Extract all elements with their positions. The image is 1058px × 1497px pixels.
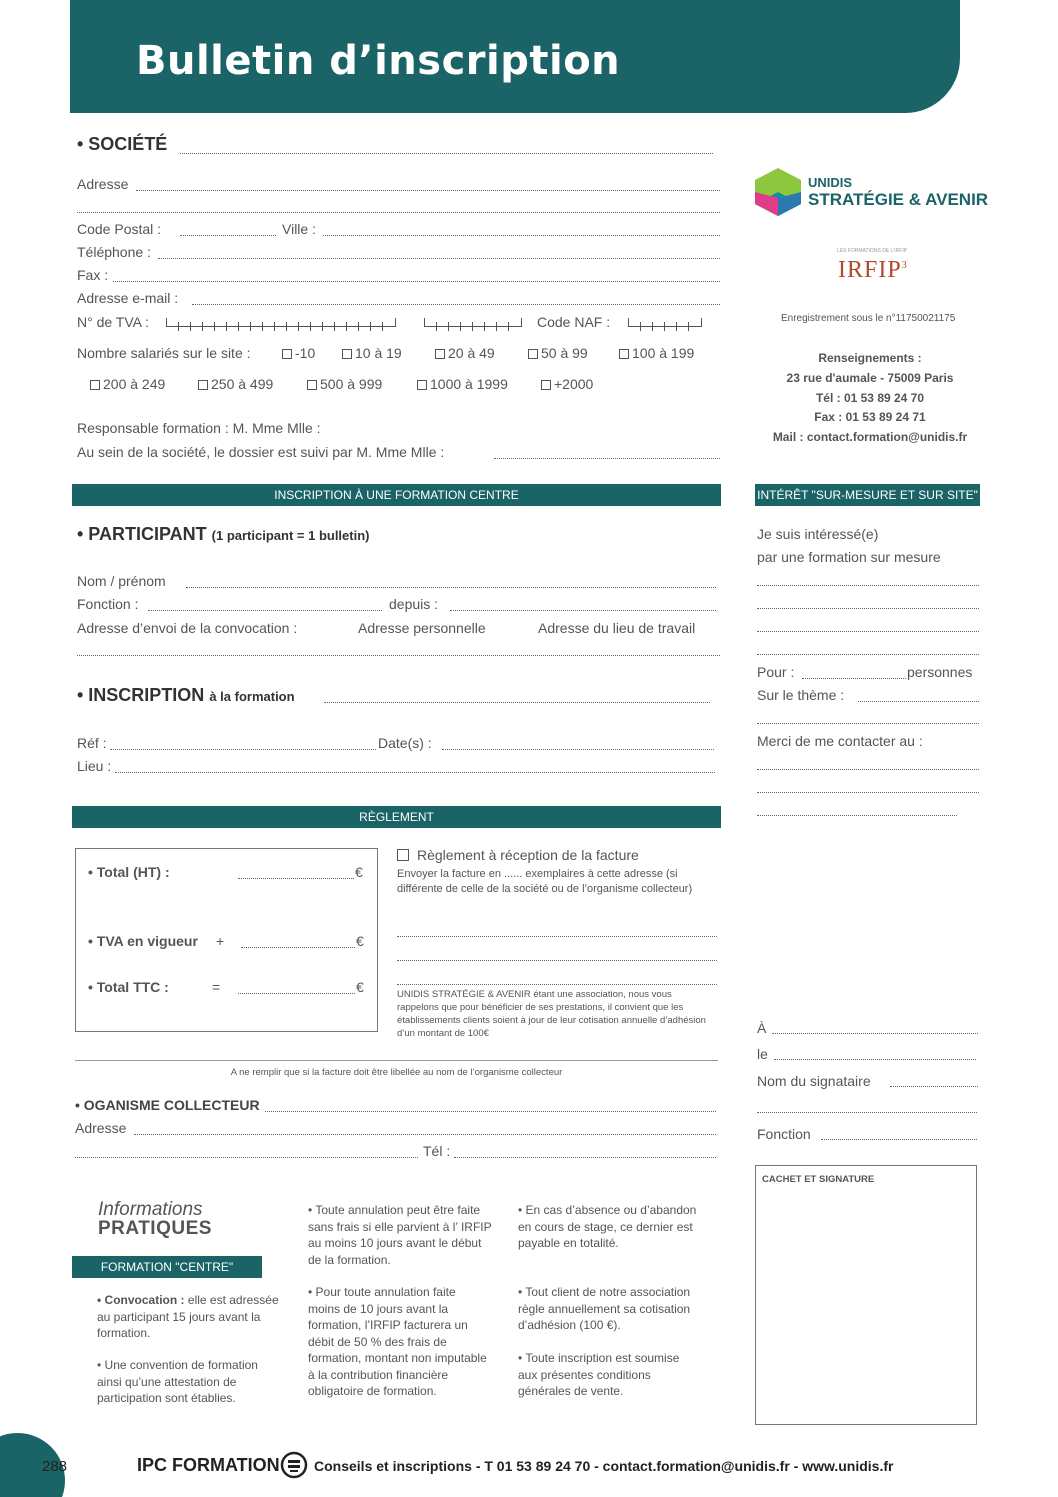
adresse-field[interactable] — [136, 190, 720, 191]
organisme-adresse-field[interactable] — [134, 1134, 716, 1135]
tva-label: N° de TVA : — [77, 314, 150, 330]
cachet-box[interactable] — [755, 1165, 977, 1425]
participant-heading: • PARTICIPANT (1 participant = 1 bulletin) — [77, 524, 370, 544]
inscription-centre-bar: INSCRIPTION À UNE FORMATION CENTRE — [72, 484, 721, 506]
salaries-option[interactable]: 100 à 199 — [619, 345, 694, 361]
signataire-field[interactable] — [890, 1086, 978, 1087]
info-annulation-1: • Toute annulation peut être faite sans frais si elle parvient à l’ IRFIP au moins 10 jours avant le début de la formation. — [308, 1203, 492, 1267]
email-label: Adresse e-mail : — [77, 290, 179, 306]
ville-field[interactable] — [323, 235, 720, 236]
association-text: UNIDIS STRATÉGIE & AVENIR étant une association, nous vous rappelons que pour bénéficier de ses prestations, il convient que les établissements clients soient à jour de leur cotisation annuelle d’adhésion d’un montant de 100€ — [397, 989, 706, 1039]
organisme-field[interactable] — [265, 1111, 716, 1112]
ref-label: Réf : — [77, 735, 107, 751]
signature-a-field[interactable] — [772, 1033, 978, 1034]
salaries-option[interactable]: 250 à 499 — [198, 376, 273, 392]
fonction-signataire-field[interactable] — [821, 1139, 977, 1140]
currency-symbol: € — [355, 864, 363, 880]
total-ttc-label: • Total TTC : — [88, 979, 169, 995]
sur-mesure-line1: Je suis intéressé(e) — [757, 526, 879, 542]
pour-field[interactable] — [802, 678, 906, 679]
info-cotisation: • Tout client de notre association règle annuellement sa cotisation d’adhésion (100 €). — [518, 1285, 691, 1332]
contact-mail: Mail : contact.formation@unidis.fr — [772, 430, 968, 445]
lieu-field[interactable] — [115, 772, 715, 773]
infos-title-1: Informations — [98, 1199, 203, 1220]
total-ht-field[interactable] — [238, 878, 354, 879]
currency-symbol: € — [356, 933, 364, 949]
depuis-field[interactable] — [450, 610, 716, 611]
telephone-field[interactable] — [158, 258, 720, 259]
tva-plus: + — [216, 933, 225, 949]
suivi-field[interactable] — [494, 458, 720, 459]
code-postal-label: Code Postal : — [77, 221, 162, 237]
salaries-option[interactable]: 1000 à 1999 — [417, 376, 508, 392]
tva-boxes-2[interactable] — [424, 317, 522, 335]
sur-mesure-field[interactable] — [757, 585, 979, 586]
page-title: Bulletin d’inscription — [136, 38, 621, 84]
tva-field[interactable] — [241, 947, 355, 948]
total-ht-label: • Total (HT) : — [88, 864, 170, 880]
nom-label: Nom / prénom — [77, 573, 166, 589]
contact-address: 23 rue d'aumale - 75009 Paris — [786, 370, 954, 385]
ville-label: Ville : — [282, 221, 316, 237]
facture-address-field[interactable] — [397, 936, 717, 937]
telephone-label: Téléphone : — [77, 244, 151, 260]
convocation-field[interactable] — [77, 655, 720, 656]
organisme-adresse-field-2[interactable] — [75, 1157, 418, 1158]
fax-field[interactable] — [113, 281, 720, 282]
organisme-tel-label: Tél : — [423, 1143, 451, 1159]
contact-fax: Fax : 01 53 89 24 71 — [814, 410, 926, 425]
naf-label: Code NAF : — [537, 314, 611, 330]
salaries-option[interactable]: 500 à 999 — [307, 376, 382, 392]
signature-le-field[interactable] — [774, 1059, 976, 1060]
contact-me-field[interactable] — [757, 815, 957, 816]
salaries-label: Nombre salariés sur le site : — [77, 345, 251, 361]
theme-field-2[interactable] — [757, 723, 979, 724]
reglement-bar: RÈGLEMENT — [72, 806, 721, 828]
fax-label: Fax : — [77, 267, 109, 283]
info-convocation: • Convocation : elle est adressée au participant 15 jours avant la formation. — [97, 1293, 279, 1340]
dates-field[interactable] — [442, 749, 714, 750]
info-annulation-2: • Pour toute annulation faite moins de 10 jours avant la formation, l’IRFIP facturera un débit de 50 % des frais de formation, montant non imputable à la contribution financière obligatoire de formation. — [308, 1285, 487, 1398]
code-postal-field[interactable] — [180, 235, 276, 236]
salaries-option[interactable]: +2000 — [541, 376, 593, 392]
formation-centre-bar: FORMATION "CENTRE" — [72, 1256, 262, 1278]
signature-a-label: À — [757, 1020, 767, 1036]
sur-mesure-field[interactable] — [757, 654, 979, 655]
adresse-label: Adresse — [77, 176, 129, 192]
salaries-option[interactable]: -10 — [282, 345, 315, 361]
societe-heading: • SOCIÉTÉ — [77, 134, 168, 154]
total-ttc-field[interactable] — [238, 993, 355, 994]
naf-boxes[interactable] — [628, 317, 702, 335]
inscription-heading: • INSCRIPTION à la formation — [77, 685, 295, 705]
footer-brand: IPC FORMATION — [137, 1455, 280, 1475]
cachet-label: CACHET ET SIGNATURE — [762, 1174, 875, 1185]
facture-address-field[interactable] — [397, 960, 717, 961]
contact-block — [760, 349, 980, 448]
page-number: 288 — [42, 1458, 68, 1475]
organisme-adresse-label: Adresse — [75, 1120, 127, 1136]
nom-field[interactable] — [186, 587, 716, 588]
fonction-label: Fonction : — [77, 596, 139, 612]
contact-me-label: Merci de me contacter au : — [757, 733, 923, 749]
contact-me-field[interactable] — [757, 792, 979, 793]
tva-boxes[interactable] — [166, 317, 396, 335]
theme-label: Sur le thème : — [757, 687, 845, 703]
ttc-equals: = — [212, 979, 221, 995]
salaries-option[interactable]: 20 à 49 — [435, 345, 495, 361]
fonction-field[interactable] — [148, 610, 382, 611]
signature-le-label: le — [757, 1046, 768, 1062]
pour-label: Pour : — [757, 664, 795, 680]
currency-symbol: € — [356, 979, 364, 995]
salaries-option[interactable]: 200 à 249 — [90, 376, 165, 392]
interet-bar: INTÉRÊT "SUR-MESURE ET SUR SITE" — [755, 484, 980, 506]
theme-field[interactable] — [858, 701, 979, 702]
convocation-option-travail[interactable]: Adresse du lieu de travail — [538, 620, 696, 636]
infos-title-2: PRATIQUES — [98, 1218, 212, 1239]
reglement-reception-option[interactable]: Règlement à réception de la facture — [397, 847, 639, 863]
lieu-label: Lieu : — [77, 758, 112, 774]
responsable-label: Responsable formation : M. Mme Mlle : — [77, 420, 321, 436]
salaries-option[interactable]: 50 à 99 — [528, 345, 588, 361]
unidis-logo-line1: UNIDIS — [808, 175, 853, 190]
registration-number: Enregistrement sous le n°11750021175 — [781, 313, 956, 324]
contact-me-field[interactable] — [757, 769, 979, 770]
info-conditions: • Toute inscription est soumise aux présentes conditions générales de vente. — [518, 1351, 680, 1398]
depuis-label: depuis : — [389, 596, 439, 612]
unidis-logo-line2: STRATÉGIE & AVENIR — [808, 190, 989, 209]
footer-contact-line: Conseils et inscriptions - T 01 53 89 24 70 - contact.formation@unidis.fr - www.unidis.fr — [314, 1458, 894, 1474]
email-field[interactable] — [192, 304, 720, 305]
envoyer-facture-text: Envoyer la facture en ...... exemplaires à cette adresse (si différente de celle de la société ou de l’organisme collecteur) — [397, 868, 693, 895]
collecteur-note: A ne remplir que si la facture doit être libellée au nom de l’organisme collecteur — [230, 1067, 563, 1078]
info-convention: • Une convention de formation ainsi qu’une attestation de participation sont établies. — [97, 1358, 258, 1405]
irfip-top-text: LES FORMATIONS DE L'IRFIP — [837, 248, 908, 254]
contact-title: Renseignements : — [818, 351, 922, 365]
fonction-signataire-label: Fonction — [757, 1126, 811, 1142]
tva-vigueur-label: • TVA en vigueur — [88, 933, 198, 949]
organisme-tel-field[interactable] — [454, 1157, 716, 1158]
convocation-option-perso[interactable]: Adresse personnelle — [358, 620, 486, 636]
sur-mesure-line2: par une formation sur mesure — [757, 549, 941, 565]
salaries-option[interactable]: 10 à 19 — [342, 345, 402, 361]
signataire-label: Nom du signataire — [757, 1073, 871, 1089]
inscription-field[interactable] — [324, 702, 710, 703]
personnes-label: personnes — [907, 664, 973, 680]
info-absence: • En cas d’absence ou d’abandon en cours de stage, ce dernier est payable en totalité. — [518, 1203, 697, 1250]
adresse-field-2[interactable] — [77, 212, 720, 213]
facture-address-field[interactable] — [397, 984, 717, 985]
dates-label: Date(s) : — [378, 735, 432, 751]
phone-icon — [280, 1451, 308, 1479]
sur-mesure-field[interactable] — [757, 631, 979, 632]
irfip-logo: IRFIP$^3$ — [838, 257, 908, 283]
sur-mesure-field[interactable] — [757, 608, 979, 609]
unidis-logo-icon — [755, 168, 801, 216]
signataire-field-2[interactable] — [757, 1112, 977, 1113]
societe-field[interactable] — [180, 153, 713, 154]
ref-field[interactable] — [110, 749, 376, 750]
organisme-heading: • OGANISME COLLECTEUR — [75, 1097, 260, 1113]
contact-tel: Tél : 01 53 89 24 70 — [815, 390, 925, 405]
suivi-label: Au sein de la société, le dossier est suivi par M. Mme Mlle : — [77, 444, 445, 460]
convocation-label: Adresse d’envoi de la convocation : — [77, 620, 298, 636]
separator — [75, 1060, 718, 1061]
